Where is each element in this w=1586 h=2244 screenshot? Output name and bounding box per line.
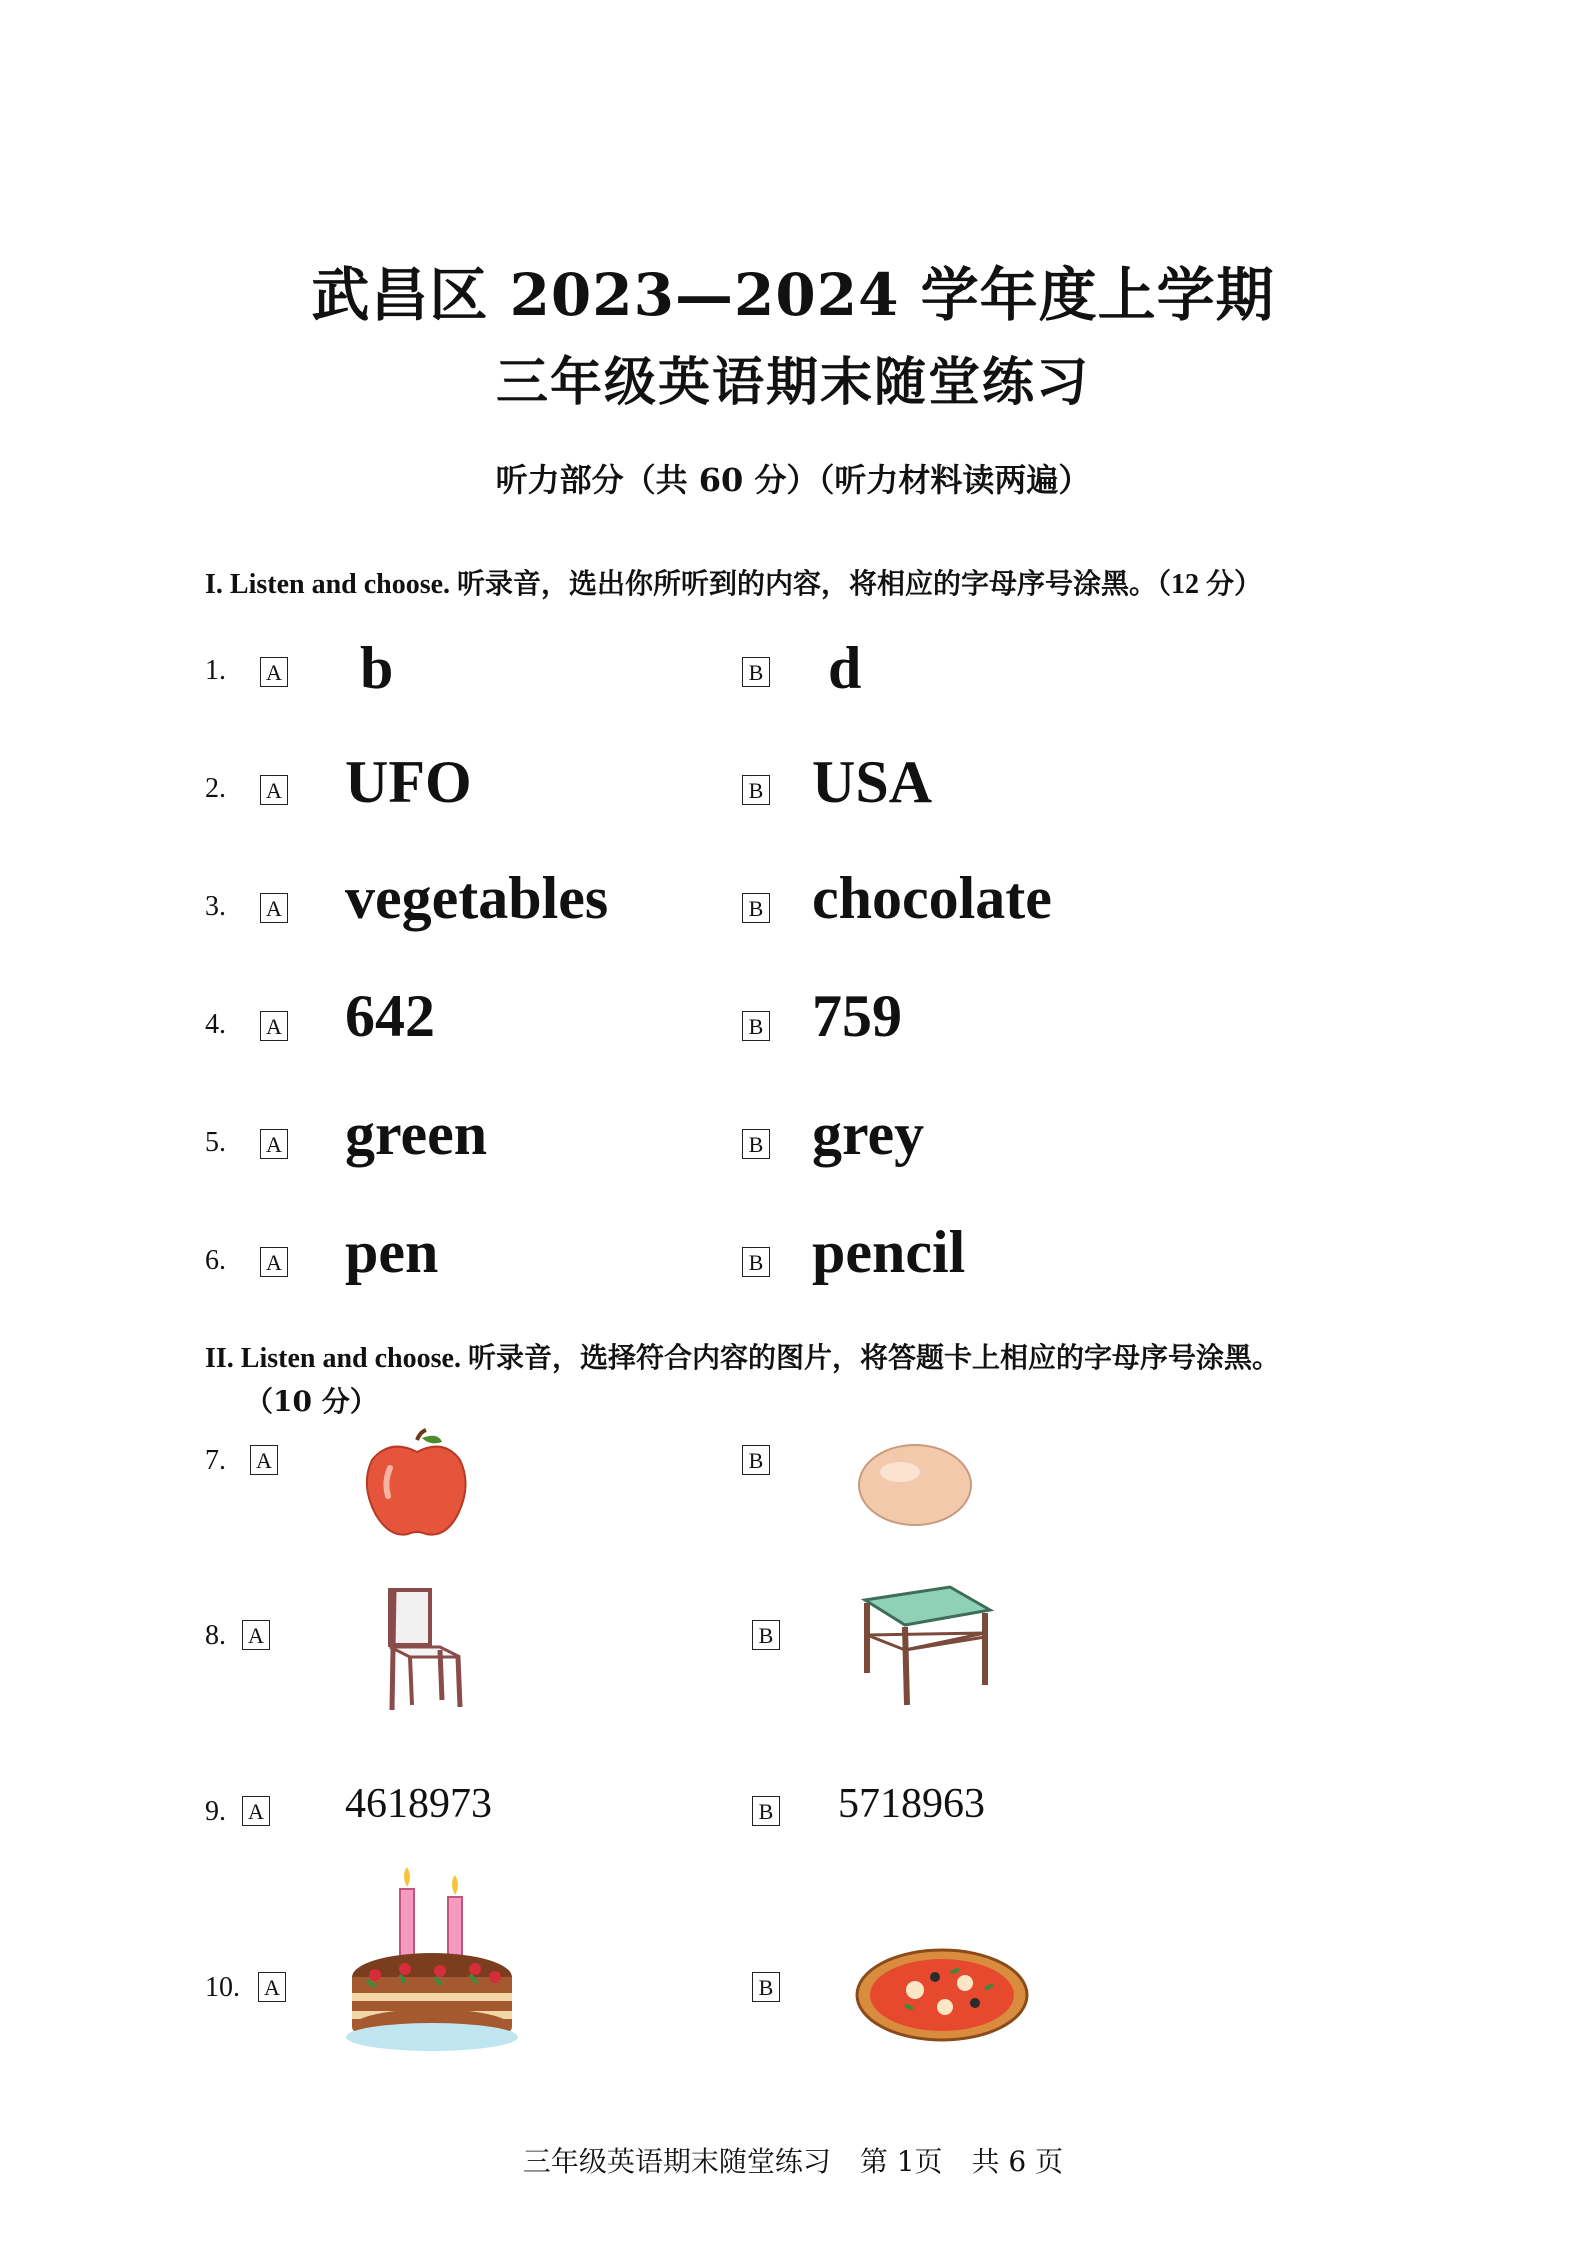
option-a-box[interactable]: A <box>260 657 288 687</box>
option-a-box[interactable]: A <box>260 1247 288 1277</box>
option-a-text: vegetables <box>345 865 609 931</box>
birthday-cake-icon <box>345 1865 520 2055</box>
option-a-box[interactable]: A <box>260 1129 288 1159</box>
option-b-box[interactable]: B <box>742 775 770 805</box>
option-b-box[interactable]: B <box>742 1247 770 1277</box>
option-b-text: grey <box>812 1101 925 1167</box>
option-b-box[interactable]: B <box>742 1129 770 1159</box>
option-a-text: b <box>360 635 394 701</box>
question-number: 4. <box>205 1009 226 1040</box>
option-b-box[interactable]: B <box>742 1011 770 1041</box>
option-a-number: 4618973 <box>345 1781 492 1827</box>
listening-part-heading: 听力部分（共 60 分）（听力材料读两遍） <box>495 461 1091 499</box>
option-b-box[interactable]: B <box>752 1620 780 1650</box>
section2-heading-points: （10 分） <box>245 1385 378 1418</box>
pizza-icon <box>855 1945 1030 2045</box>
option-b-box[interactable]: B <box>752 1796 780 1826</box>
question-number: 2. <box>205 773 226 804</box>
egg-icon <box>855 1440 975 1530</box>
option-b-text: USA <box>812 749 933 815</box>
option-b-box[interactable]: B <box>742 1445 770 1475</box>
footer-page: 第 1页 <box>859 2145 943 2178</box>
section2-heading: II. Listen and choose. 听录音，选择符合内容的图片，将答题卡上相应的字母序号涂黑。 <box>205 1343 1280 1374</box>
option-b-text: d <box>828 635 862 701</box>
option-a-box[interactable]: A <box>260 1011 288 1041</box>
footer-total: 共 6 页 <box>971 2145 1064 2178</box>
chair-icon <box>380 1585 480 1715</box>
question-number: 3. <box>205 891 226 922</box>
option-a-text: UFO <box>345 749 472 815</box>
option-b-text: chocolate <box>812 865 1052 931</box>
option-a-box[interactable]: A <box>242 1620 270 1650</box>
option-a-box[interactable]: A <box>242 1796 270 1826</box>
question-number: 9. <box>205 1796 226 1827</box>
apple-icon <box>360 1430 475 1545</box>
desk-icon <box>855 1575 995 1715</box>
option-a-box[interactable]: A <box>260 775 288 805</box>
option-b-text: pencil <box>812 1219 966 1285</box>
section1-heading: I. Listen and choose. 听录音，选出你所听到的内容，将相应的字母序号涂黑。（12 分） <box>205 569 1263 600</box>
option-a-box[interactable]: A <box>260 893 288 923</box>
option-a-text: 642 <box>345 983 435 1049</box>
page-footer <box>0 2140 1586 2180</box>
question-number: 8. <box>205 1620 226 1651</box>
option-b-number: 5718963 <box>838 1781 985 1827</box>
option-a-text: pen <box>345 1219 439 1285</box>
question-number: 5. <box>205 1127 226 1158</box>
option-b-box[interactable]: B <box>752 1972 780 2002</box>
option-a-text: green <box>345 1101 488 1167</box>
option-b-box[interactable]: B <box>742 893 770 923</box>
question-number: 7. <box>205 1445 226 1476</box>
footer-title: 三年级英语期末随堂练习 <box>522 2145 831 2178</box>
exam-subtitle: 三年级英语期末随堂练习 <box>495 352 1090 413</box>
question-number: 1. <box>205 655 226 686</box>
option-b-text: 759 <box>812 983 902 1049</box>
option-b-box[interactable]: B <box>742 657 770 687</box>
option-a-box[interactable]: A <box>258 1972 286 2002</box>
question-number: 6. <box>205 1245 226 1276</box>
option-a-box[interactable]: A <box>250 1445 278 1475</box>
exam-title: 武昌区 2023—2024 学年度上学期 <box>311 261 1275 329</box>
question-number: 10. <box>205 1972 240 2003</box>
